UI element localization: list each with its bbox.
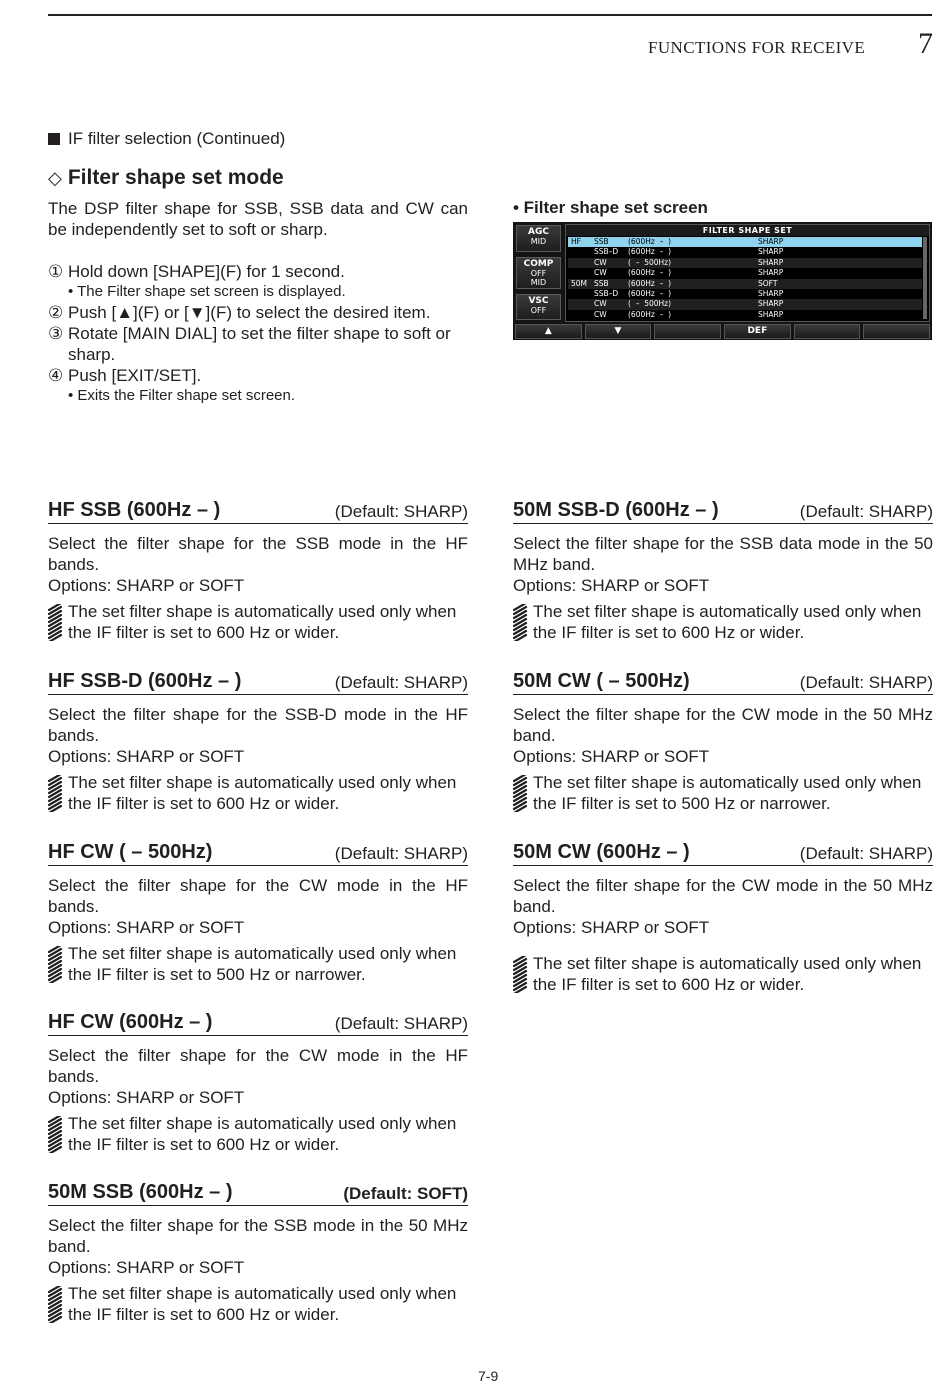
agc-button-label: AGC [528,227,549,237]
item-title: HF CW ( – 500Hz) [48,841,213,863]
row-band: HF [571,237,581,246]
item-description: Select the filter shape for the SSB mode in the HF bands. [48,534,468,574]
screen-row[interactable] [568,258,922,268]
item-default: (Default: SHARP) [799,844,933,863]
step-note: • Exits the Filter shape set screen. [68,387,296,404]
setting-item [48,840,468,985]
step-text: Rotate [MAIN DIAL] to set the filter shape to soft or sharp. [68,324,451,364]
function-button-6[interactable] [863,324,930,339]
row-width: ( – 500Hz) [628,257,672,267]
item-note-text: The set filter shape is automatically used only when the IF filter is set to 600 Hz or wider. [533,954,922,994]
function-button-5[interactable] [794,324,861,339]
note-hatch-icon [48,775,64,812]
item-options: Options: SHARP or SOFT [513,576,710,595]
item-description: Select the filter shape for the CW mode in the 50 MHz band. [513,705,933,745]
item-description: Select the filter shape for the SSB-D mode in the HF bands. [48,705,468,745]
item-options: Options: SHARP or SOFT [48,576,245,595]
note-hatch-icon [48,604,64,641]
vsc-button-value: OFF [530,306,547,315]
note-hatch-icon [513,775,529,812]
row-value: SHARP [758,257,784,267]
step [48,261,468,302]
item-options: Options: SHARP or SOFT [513,747,710,766]
item-title: HF SSB-D (600Hz – ) [48,670,242,692]
function-button-3[interactable] [654,324,721,339]
setting-item [513,498,933,643]
item-default: (Default: SHARP) [334,673,468,692]
item-note-text: The set filter shape is automatically used only when the IF filter is set to 600 Hz or wider. [68,1284,457,1324]
item-description: Select the filter shape for the CW mode in the HF bands. [48,1046,468,1086]
screen-row[interactable] [568,268,922,278]
row-width: (600Hz – ) [628,247,672,257]
filter-shape-list [565,224,930,322]
setting-item [513,669,933,814]
item-options: Options: SHARP or SOFT [48,1088,245,1107]
comp-button-value: OFF [530,269,547,278]
screen-row[interactable] [568,310,922,320]
step-text: Push [▲](F) or [▼](F) to select the desired item. [68,303,431,322]
subsection-heading-text: Filter shape set mode [67,166,284,189]
row-mode: SSB [594,278,609,288]
item-default: (Default: SHARP) [334,502,468,521]
screen-row[interactable] [568,247,922,257]
comp-button-label: COMP [523,259,554,269]
row-mode: CW [594,309,607,319]
down-button[interactable]: ▼ [585,324,652,339]
screen-row[interactable] [568,289,922,299]
row-width: ( – 500Hz) [628,299,672,309]
step-note: • The Filter shape set screen is displayed. [68,283,346,300]
step [48,302,468,323]
item-description: Select the filter shape for the SSB data mode in the 50 MHz band. [513,534,933,574]
item-note-text: The set filter shape is automatically used only when the IF filter is set to 600 Hz or wider. [68,602,457,642]
row-value: SHARP [758,237,784,246]
item-title: 50M SSB (600Hz – ) [48,1181,233,1203]
section-heading-text: IF filter selection (Continued) [68,129,286,148]
item-note [513,953,933,995]
item-options: Options: SHARP or SOFT [48,747,245,766]
agc-button[interactable] [516,225,561,252]
row-width: (600Hz – ) [628,237,672,246]
item-title: 50M CW ( – 500Hz) [513,670,690,692]
comp-button-value: MID [530,278,547,287]
item-note [513,772,933,814]
row-width: (600Hz – ) [628,278,672,288]
step-number: ④ [48,366,64,385]
procedure-steps [48,261,468,406]
item-title: HF SSB (600Hz – ) [48,499,221,521]
row-width: (600Hz – ) [628,309,672,319]
comp-button[interactable] [516,257,561,289]
step-number: ② [48,303,64,322]
item-default: (Default: SOFT) [343,1184,468,1203]
row-mode: CW [594,257,607,267]
row-band: 50M [571,278,588,288]
step-number: ③ [48,324,64,343]
vsc-button-label: VSC [528,296,549,306]
row-mode: CW [594,268,607,278]
setting-item [48,498,468,643]
square-bullet-icon [48,133,60,145]
item-options: Options: SHARP or SOFT [513,918,710,937]
item-note-text: The set filter shape is automatically used only when the IF filter is set to 600 Hz or wider. [68,1114,457,1154]
row-value: SHARP [758,309,784,319]
row-mode: SSB [594,237,609,246]
subsection-heading [48,166,284,190]
def-button[interactable]: DEF [724,324,791,339]
item-default: (Default: SHARP) [799,673,933,692]
screen-row[interactable] [568,279,922,289]
item-note-text: The set filter shape is automatically used only when the IF filter is set to 500 Hz or narrower. [68,944,457,984]
step-number: ① [48,262,64,281]
vsc-button[interactable] [516,294,561,320]
row-value: SHARP [758,247,784,257]
item-note [48,772,468,814]
item-options: Options: SHARP or SOFT [48,1258,245,1277]
setting-item [513,840,933,995]
setting-item [48,669,468,814]
row-width: (600Hz – ) [628,289,672,298]
item-note [48,943,468,985]
row-mode: SSB–D [594,289,619,298]
row-value: SOFT [758,278,778,288]
item-description: Select the filter shape for the CW mode in the 50 MHz band. [513,876,933,916]
item-default: (Default: SHARP) [334,1014,468,1033]
page-number: 7-9 [478,1368,499,1384]
item-note-text: The set filter shape is automatically used only when the IF filter is set to 600 Hz or wider. [533,602,922,642]
item-title: 50M SSB-D (600Hz – ) [513,499,719,521]
note-hatch-icon [513,604,529,641]
screen-row[interactable] [568,237,922,247]
step [48,323,468,365]
screen-caption: • Filter shape set screen [513,198,708,217]
up-button[interactable]: ▲ [515,324,582,339]
scrollbar[interactable] [923,237,927,319]
step-text: Push [EXIT/SET]. [68,366,202,385]
row-mode: SSB–D [594,247,619,257]
item-note [513,601,933,643]
screen-title: FILTER SHAPE SET [566,225,929,236]
item-description: Select the filter shape for the CW mode in the HF bands. [48,876,468,916]
item-note [48,601,468,643]
note-hatch-icon [48,1286,64,1323]
function-button-bar [515,324,930,339]
row-mode: CW [594,299,607,309]
header-rule [48,14,932,16]
row-value: SHARP [758,289,784,298]
step-text: Hold down [SHAPE](F) for 1 second. [68,262,345,281]
item-options: Options: SHARP or SOFT [48,918,245,937]
row-value: SHARP [758,268,784,278]
diamond-icon: ◇ [48,167,62,188]
item-title: 50M CW (600Hz – ) [513,841,690,863]
chapter-number: 7 [918,27,933,60]
row-width: (600Hz – ) [628,268,672,278]
agc-button-value: MID [530,237,547,246]
chapter-title: FUNCTIONS FOR RECEIVE [648,38,866,57]
section-heading [48,129,285,149]
row-value: SHARP [758,299,784,309]
item-title: HF CW (600Hz – ) [48,1011,213,1033]
item-default: (Default: SHARP) [799,502,933,521]
screen-row[interactable] [568,299,922,309]
note-hatch-icon [513,956,529,993]
note-hatch-icon [48,946,64,983]
item-default: (Default: SHARP) [334,844,468,863]
setting-item [48,1180,468,1325]
item-note-text: The set filter shape is automatically used only when the IF filter is set to 500 Hz or narrower. [533,773,922,813]
item-description: Select the filter shape for the SSB mode in the 50 MHz band. [48,1216,468,1256]
item-note [48,1283,468,1325]
setting-item [48,1010,468,1155]
note-hatch-icon [48,1116,64,1153]
intro-paragraph: The DSP filter shape for SSB, SSB data and CW can be independently set to soft or sharp. [48,199,468,239]
step [48,365,468,406]
item-note [48,1113,468,1155]
item-note-text: The set filter shape is automatically used only when the IF filter is set to 600 Hz or wider. [68,773,457,813]
filter-shape-set-screen [513,222,932,340]
